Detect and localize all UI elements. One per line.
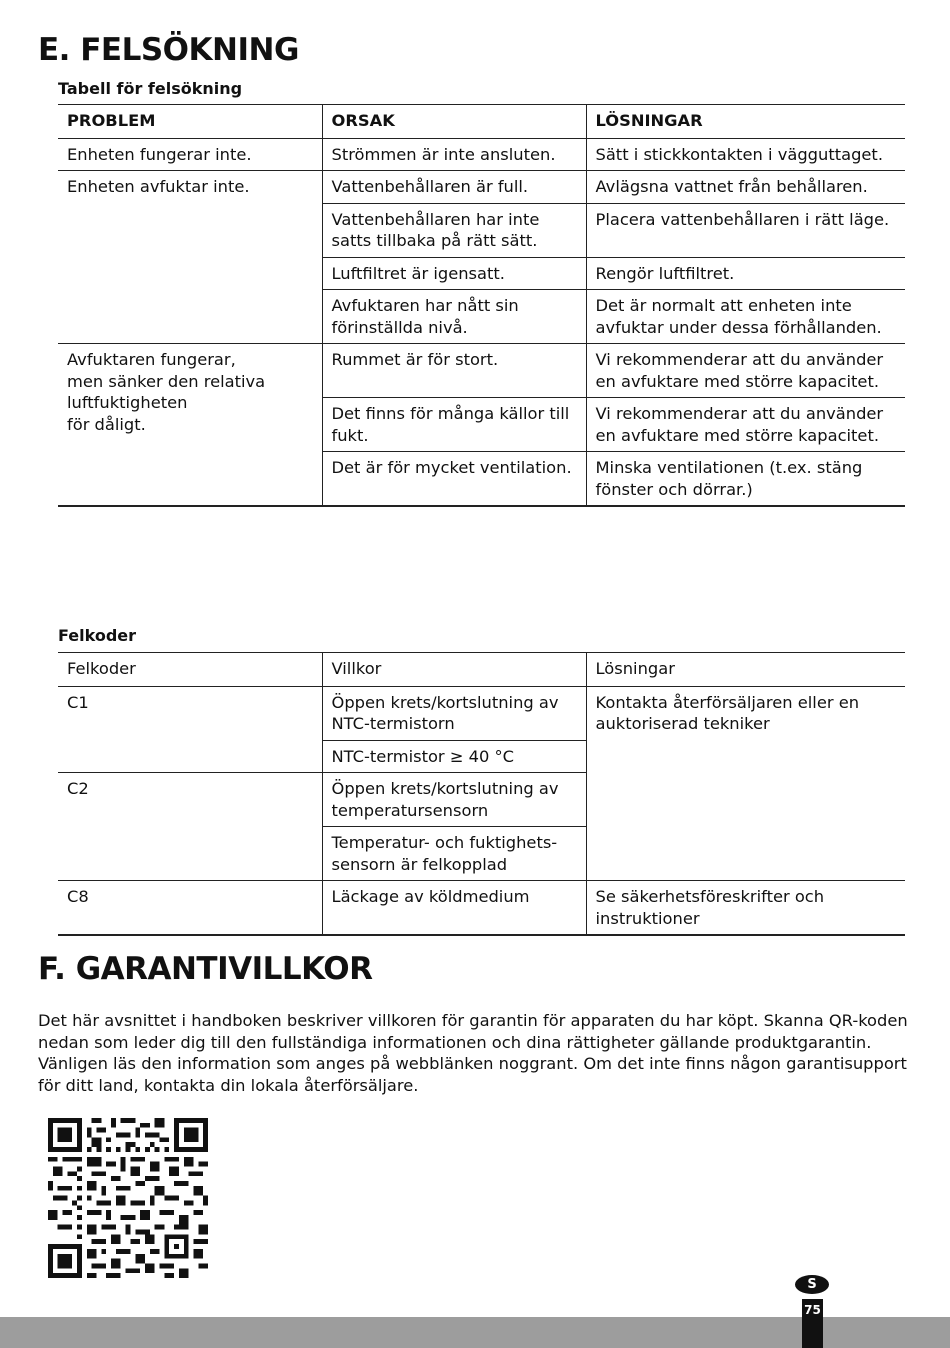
cause-cell: Vattenbehållaren har inte satts tillbaka på rätt sätt. [322,203,586,257]
error-code-cell: C8 [58,881,322,936]
section-e-title: E. FELSÖKNING [38,32,299,68]
header-solution: LÖSNINGAR [586,105,905,139]
solution-cell: Vi rekommenderar att du använder en avfuktare med större kapacitet. [586,398,905,452]
header-solutions: Lösningar [586,653,905,687]
solution-cell: Kontakta återförsäljaren eller en auktoriserad tekniker [586,686,905,881]
error-codes-caption: Felkoder [58,626,137,645]
warranty-paragraph: Det här avsnittet i handboken beskriver villkoren för garantin för apparaten du har köpt. Skanna QR-koden nedan som leder dig till den fullständiga informationen och dina rättigheter gällande produktgarantin. Vänligen läs den information som anges på webblänken noggrant. Om det inte finns någon garantisupport för ditt land, kontakta din lokala återförsäljare. [38,1011,908,1095]
header-cause: ORSAK [322,105,586,139]
solution-cell: Vi rekommenderar att du använder en avfuktare med större kapacitet. [586,344,905,398]
condition-cell: NTC-termistor ≥ 40 °C [322,740,586,773]
troubleshooting-table-caption: Tabell för felsökning [58,79,243,98]
table-row [58,686,905,740]
problem-cell: Enheten fungerar inte. [58,138,322,171]
table-header-row [58,105,905,139]
condition-cell: Öppen krets/kortslutning av temperatursensorn [322,773,586,827]
solution-cell: Minska ventilationen (t.ex. stäng fönster och dörrar.) [586,452,905,507]
cause-cell: Det är för mycket ventilation. [322,452,586,507]
condition-cell: Temperatur- och fuktighets- sensorn är felkopplad [322,827,586,881]
condition-cell: Läckage av köldmedium [322,881,586,936]
solution-cell: Se säkerhetsföreskrifter och instruktioner [586,881,905,936]
table-row [58,171,905,204]
table-row [58,344,905,398]
condition-cell: Öppen krets/kortslutning av NTC-termistorn [322,686,586,740]
table-row [58,138,905,171]
cause-cell: Vattenbehållaren är full. [322,171,586,204]
cause-cell: Det finns för många källor till fukt. [322,398,586,452]
error-code-cell: C1 [58,686,322,773]
cause-cell: Strömmen är inte ansluten. [322,138,586,171]
page-number: 75 [802,1299,823,1348]
solution-cell: Placera vattenbehållaren i rätt läge. [586,203,905,257]
cause-cell: Luftfiltret är igensatt. [322,257,586,290]
problem-cell: Avfuktaren fungerar, men sänker den relativa luftfuktigheten för dåligt. [58,344,322,507]
header-problem: PROBLEM [58,105,322,139]
solution-cell: Det är normalt att enheten inte avfuktar under dessa förhållanden. [586,290,905,344]
problem-cell: Enheten avfuktar inte. [58,171,322,344]
solution-cell: Sätt i stickkontakten i vägguttaget. [586,138,905,171]
header-condition: Villkor [322,653,586,687]
cause-cell: Avfuktaren har nått sin förinställda nivå. [322,290,586,344]
header-error-code: Felkoder [58,653,322,687]
error-code-cell: C2 [58,773,322,881]
cause-cell: Rummet är för stort. [322,344,586,398]
table-row [58,881,905,936]
qr-code[interactable] [48,1118,208,1278]
solution-cell: Avlägsna vattnet från behållaren. [586,171,905,204]
table-header-row [58,653,905,687]
language-badge: S [795,1275,829,1294]
troubleshooting-table [58,104,905,507]
solution-cell: Rengör luftfiltret. [586,257,905,290]
error-codes-table [58,652,905,936]
section-f-title: F. GARANTIVILLKOR [38,951,373,987]
